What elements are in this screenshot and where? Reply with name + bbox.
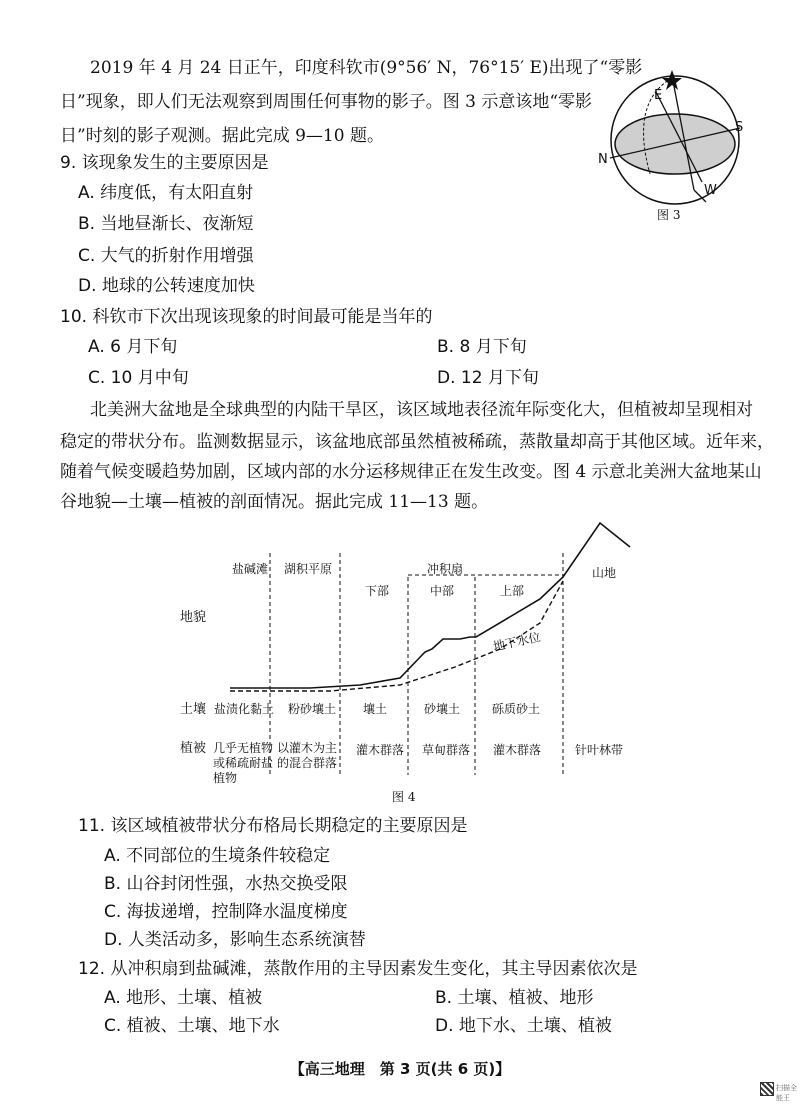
q10-option-c: C. 10 月中旬 [88, 368, 189, 388]
fig4-zone-saline: 盐碱滩 [232, 562, 269, 576]
fig3-label-w: W [704, 183, 717, 198]
fig4-soil-5: 砾质砂土 [492, 702, 541, 716]
q9-option-b: B. 当地昼渐长、夜渐短 [78, 214, 254, 234]
fig4-veg-5: 灌木群落 [493, 743, 542, 757]
fig3-label-s: S [735, 120, 744, 135]
fig4-row-vegetation: 植被 [180, 741, 207, 756]
q11-option-c: C. 海拔递增，控制降水温度梯度 [104, 902, 348, 922]
q12-option-d: D. 地下水、土壤、植被 [435, 1016, 612, 1036]
intro2-line3: 随着气候变暖趋势加剧，区域内部的水分运移规律正在发生改变。图 4 示意北美洲大盆地某山 [60, 462, 762, 482]
fig4-soil-1: 盐渍化黏土 [214, 702, 275, 716]
q10-option-b: B. 8 月下旬 [437, 337, 527, 357]
q12-option-b: B. 土壤、植被、地形 [435, 988, 594, 1008]
fig4-veg-3: 灌木群落 [356, 743, 405, 757]
fig4-veg-1-line2: 或稀疏耐盐 [213, 756, 274, 770]
q10-option-d: D. 12 月下旬 [437, 368, 539, 388]
q11-option-d: D. 人类活动多，影响生态系统演替 [104, 930, 366, 950]
fig4-water-table: 地下水位 [492, 630, 542, 654]
page-footer: 【高三地理 第 3 页(共 6 页)】 [289, 1060, 511, 1078]
q9-option-d: D. 地球的公转速度加快 [78, 276, 255, 296]
fig4-veg-2-line1: 以灌木为主 [277, 741, 338, 755]
intro2-line4: 谷地貌—土壤—植被的剖面情况。据此完成 11—13 题。 [60, 492, 489, 512]
q9-option-c: C. 大气的折射作用增强 [78, 246, 254, 266]
fig4-veg-1-line3: 植物 [213, 771, 238, 785]
fig3-label-n: N [598, 152, 608, 167]
fig4-row-landform: 地貌 [180, 610, 207, 625]
intro1-line1: 2019 年 4 月 24 日正午，印度科钦市(9°56′ N，76°15′ E)出现了“零影 [90, 58, 643, 78]
figure3-sphere [590, 62, 770, 212]
fig4-soil-3: 壤土 [363, 702, 388, 716]
fig4-fan-middle: 中部 [430, 584, 455, 598]
q10-stem: 10. 科钦市下次出现该现象的时间最可能是当年的 [60, 307, 433, 327]
fig4-row-soil: 土壤 [180, 702, 207, 717]
scanner-watermark: 扫描全能王 [776, 1084, 797, 1102]
q12-option-c: C. 植被、土壤、地下水 [104, 1016, 280, 1036]
q12-option-a: A. 地形、土壤、植被 [104, 988, 263, 1008]
fig4-zone-fan: 冲积扇 [427, 562, 464, 576]
intro2-line2: 稳定的带状分布。监测数据显示，该盆地底部虽然植被稀疏，蒸散量却高于其他区域。近年来， [60, 432, 774, 452]
fig3-label-e: E [654, 88, 663, 103]
intro1-line2: 日”现象，即人们无法观察到周围任何事物的影子。图 3 示意该地“零影 [60, 92, 593, 112]
figure4-caption: 图 4 [392, 790, 416, 804]
fig4-veg-2-line2: 的混合群落 [277, 756, 338, 770]
figure3-caption: 图 3 [657, 208, 681, 222]
intro1-line3: 日”时刻的影子观测。据此完成 9—10 题。 [60, 126, 384, 146]
scanner-logo-icon [760, 1082, 774, 1096]
fig4-veg-6: 针叶林带 [575, 743, 624, 757]
q11-option-b: B. 山谷封闭性强，水热交换受限 [104, 874, 348, 894]
fig4-soil-2: 粉砂壤土 [288, 702, 337, 716]
fig4-fan-upper: 上部 [500, 584, 525, 598]
fig4-fan-lower: 下部 [365, 584, 390, 598]
fig4-zone-mountain: 山地 [592, 566, 617, 580]
fig4-veg-4: 草甸群落 [422, 743, 471, 757]
fig4-zone-plain: 湖积平原 [284, 562, 333, 576]
q11-option-a: A. 不同部位的生境条件较稳定 [104, 846, 331, 866]
q12-stem: 12. 从冲积扇到盐碱滩，蒸散作用的主导因素发生变化，其主导因素依次是 [78, 959, 638, 979]
q10-option-a: A. 6 月下旬 [88, 337, 178, 357]
intro2-line1: 北美洲大盆地是全球典型的内陆干旱区，该区域地表径流年际变化大，但植被却呈现相对 [90, 400, 753, 420]
q11-stem: 11. 该区域植被带状分布格局长期稳定的主要原因是 [78, 816, 468, 836]
fig4-veg-1-line1: 几乎无植物 [213, 741, 274, 755]
fig4-soil-4: 砂壤土 [424, 702, 461, 716]
q9-stem: 9. 该现象发生的主要原因是 [60, 153, 269, 173]
q9-option-a: A. 纬度低，有太阳直射 [78, 183, 254, 203]
